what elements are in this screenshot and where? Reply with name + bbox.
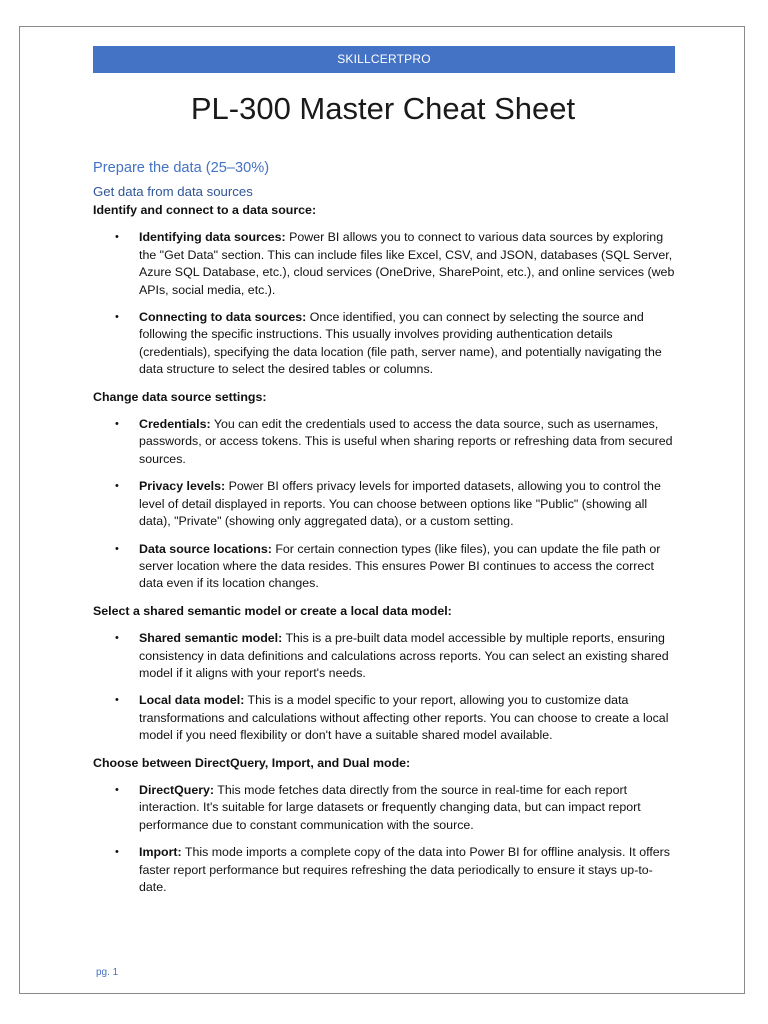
item-term: DirectQuery: bbox=[139, 782, 215, 797]
item-term: Credentials: bbox=[139, 417, 211, 432]
item-text: Once identified, you can connect by selecting the source and following the specific instructions. This usually involves providing authentication details (credentials), specifying the data location (file path, server name), and potentially navigating the data structure to select the desired tables or columns. bbox=[139, 310, 662, 377]
item-text: Power BI allows you to connect to various data sources by exploring the "Get Data" section. This can include files like Excel, CSV, and JSON, databases (SQL Server, Azure SQL Database, etc.), cloud services (OneDrive, SharePoint, etc.), and online services (web APIs, social media, etc.). bbox=[139, 230, 675, 297]
bullet-list bbox=[93, 630, 675, 744]
list-item bbox=[93, 309, 675, 379]
content-groups bbox=[93, 202, 675, 896]
list-item bbox=[93, 229, 675, 299]
page-title: PL-300 Master Cheat Sheet bbox=[190, 91, 576, 126]
item-text: You can edit the credentials used to access the data source, such as usernames, passwords, or access tokens. This is useful when sharing reports or refreshing data from secured sources. bbox=[139, 417, 673, 466]
bullet-icon: • bbox=[115, 542, 119, 555]
group-heading: Identify and connect to a data source: bbox=[93, 203, 317, 217]
bullet-icon: • bbox=[115, 418, 119, 431]
document-body bbox=[93, 159, 675, 906]
item-text: For certain connection types (like files), you can update the file path or server location where the data resides. This ensures Power BI continues to access the correct data even if its location changes. bbox=[139, 541, 661, 591]
list-item bbox=[93, 478, 675, 530]
item-term: Shared semantic model: bbox=[139, 631, 283, 646]
item-text: This mode fetches data directly from the source in real-time for each report interaction. It's suitable for large datasets or frequently changing data, but can impact report performance due to constant communication with the source. bbox=[139, 782, 641, 832]
header-banner: SKILLCERTPRO bbox=[93, 46, 675, 73]
group-heading: Select a shared semantic model or create a local data model: bbox=[93, 603, 452, 618]
list-item bbox=[93, 416, 675, 468]
item-term: Local data model: bbox=[139, 693, 245, 708]
item-text: This is a model specific to your report, allowing you to customize data transformations and calculations without affecting other reports. You can choose to create a local model if you need flexibility or don't have a suitable shared model available. bbox=[139, 693, 669, 743]
group-heading: Choose between DirectQuery, Import, and Dual mode: bbox=[93, 755, 411, 770]
list-item bbox=[93, 844, 675, 896]
document-page bbox=[19, 26, 745, 994]
list-item bbox=[93, 692, 675, 744]
bullet-list bbox=[93, 782, 675, 896]
bullet-icon: • bbox=[115, 632, 119, 645]
item-text: This is a pre-built data model accessible by multiple reports, ensuring consistency in data definitions and calculations across reports. You can select an existing shared model if it aligns with your report's needs. bbox=[139, 631, 669, 680]
bullet-icon: • bbox=[115, 480, 119, 493]
subsection-heading: Get data from data sources bbox=[93, 184, 253, 199]
item-text: Power BI offers privacy levels for imported datasets, allowing you to control the level of detail displayed in reports. You can choose between options like "Public" (showing all data), "Private" (showing only aggregated data), or a custom setting. bbox=[139, 479, 661, 529]
item-text: This mode imports a complete copy of the data into Power BI for offline analysis. It offers faster report performance but requires refreshing the data periodically to ensure it stays up-to-date. bbox=[139, 845, 670, 894]
item-term: Import: bbox=[139, 845, 182, 860]
list-item bbox=[93, 541, 675, 593]
item-term: Privacy levels: bbox=[139, 479, 226, 494]
bullet-icon: • bbox=[115, 846, 119, 859]
list-item bbox=[93, 782, 675, 834]
bullet-icon: • bbox=[115, 783, 119, 796]
bullet-icon: • bbox=[115, 231, 119, 244]
bullet-icon: • bbox=[115, 694, 119, 707]
bullet-list bbox=[93, 229, 675, 378]
bullet-list bbox=[93, 416, 675, 593]
page-number: pg. 1 bbox=[96, 967, 119, 978]
item-term: Connecting to data sources: bbox=[139, 310, 307, 325]
list-item bbox=[93, 630, 675, 682]
group-heading: Change data source settings: bbox=[93, 389, 267, 404]
item-term: Identifying data sources: bbox=[139, 230, 286, 245]
section-heading: Prepare the data (25–30%) bbox=[93, 160, 270, 176]
bullet-icon: • bbox=[115, 311, 119, 324]
item-term: Data source locations: bbox=[139, 541, 272, 556]
